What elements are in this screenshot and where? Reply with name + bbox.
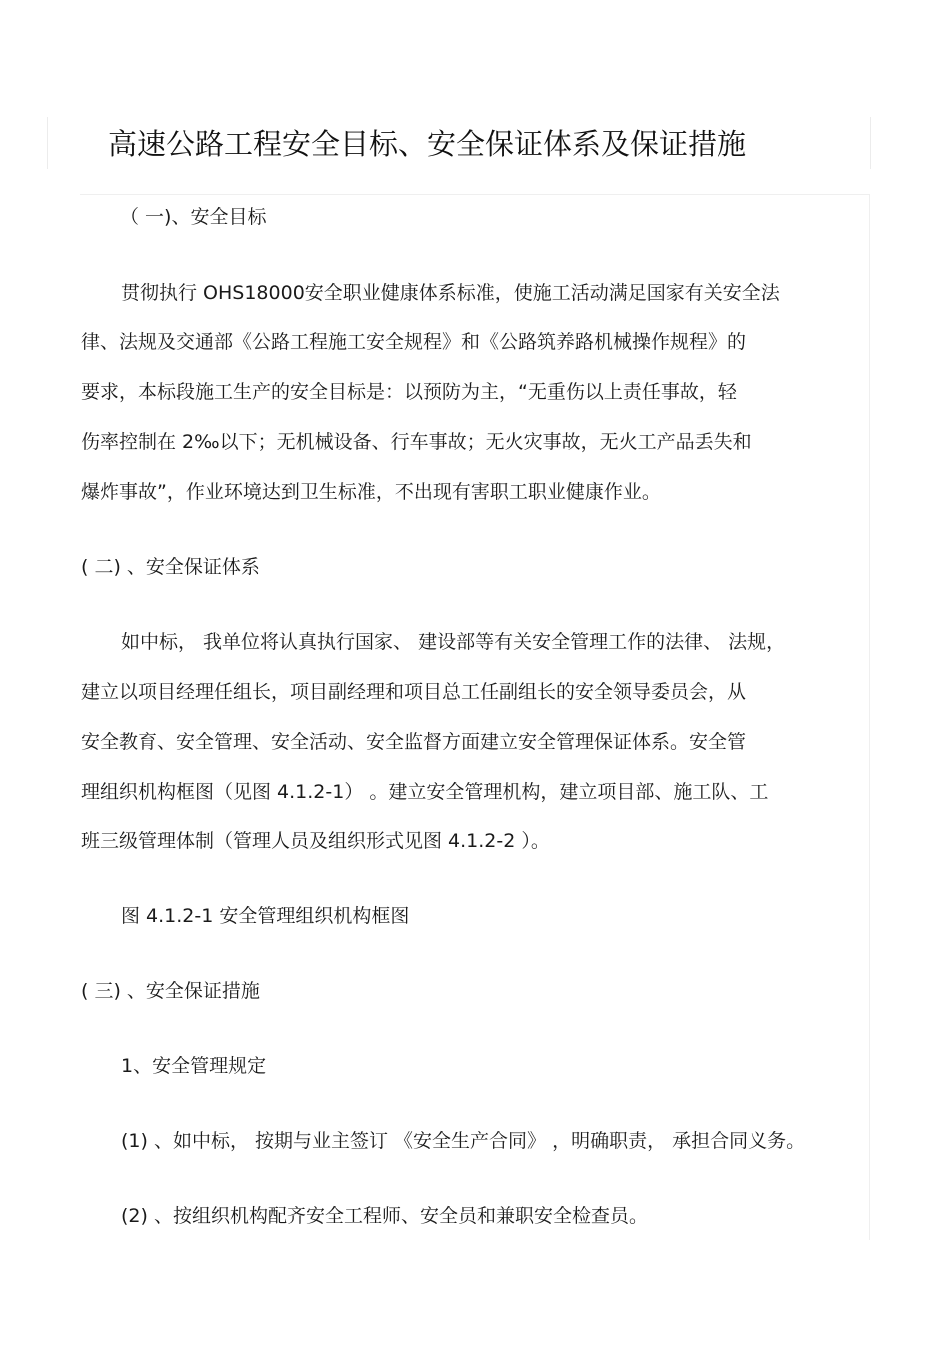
list-item: (2) 、按组织机构配齐安全工程师、安全员和兼职安全检查员。 [121, 1205, 648, 1227]
paragraph-line: 理组织机构框图（见图 4.1.2-1） 。建立安全管理机构，建立项目部、施工队、工 [81, 781, 769, 803]
paragraph-line: 律、法规及交通部《公路工程施工安全规程》和《公路筑养路机械操作规程》的 [81, 331, 747, 353]
subheading-safety-rules: 1、安全管理规定 [121, 1055, 267, 1077]
document-title: 高速公路工程安全目标、安全保证体系及保证措施 [108, 127, 747, 161]
paragraph-line: 贯彻执行 OHS18000安全职业健康体系标准，使施工活动满足国家有关安全法 [121, 282, 780, 304]
section-heading-safety-goal: （ 一)、安全目标 [120, 206, 267, 228]
list-item: (1) 、如中标， 按期与业主签订 《安全生产合同》 ，明确职责， 承担合同义务。 [121, 1130, 806, 1152]
paragraph-line: 伤率控制在 2‰以下；无机械设备、行车事故；无火灾事故，无火工产品丢失和 [81, 431, 752, 453]
paragraph-line: 班三级管理体制（管理人员及组织形式见图 4.1.2-2 ）。 [81, 830, 550, 852]
figure-caption: 图 4.1.2-1 安全管理组织机构框图 [121, 905, 410, 927]
section-heading-safety-measures: ( 三) 、安全保证措施 [81, 980, 260, 1002]
paragraph-line: 安全教育、安全管理、安全活动、安全监督方面建立安全管理保证体系。安全管 [81, 731, 747, 753]
paragraph-line: 如中标， 我单位将认真执行国家、 建设部等有关安全管理工作的法律、 法规， [121, 631, 786, 653]
section-heading-safety-system: ( 二) 、安全保证体系 [81, 556, 260, 578]
paragraph-line: 爆炸事故”，作业环境达到卫生标准，不出现有害职工职业健康作业。 [81, 481, 661, 503]
paragraph-line: 建立以项目经理任组长，项目副经理和项目总工任副组长的安全领导委员会，从 [81, 681, 747, 703]
paragraph-line: 要求，本标段施工生产的安全目标是：以预防为主，“无重伤以上责任事故，轻 [81, 381, 737, 403]
